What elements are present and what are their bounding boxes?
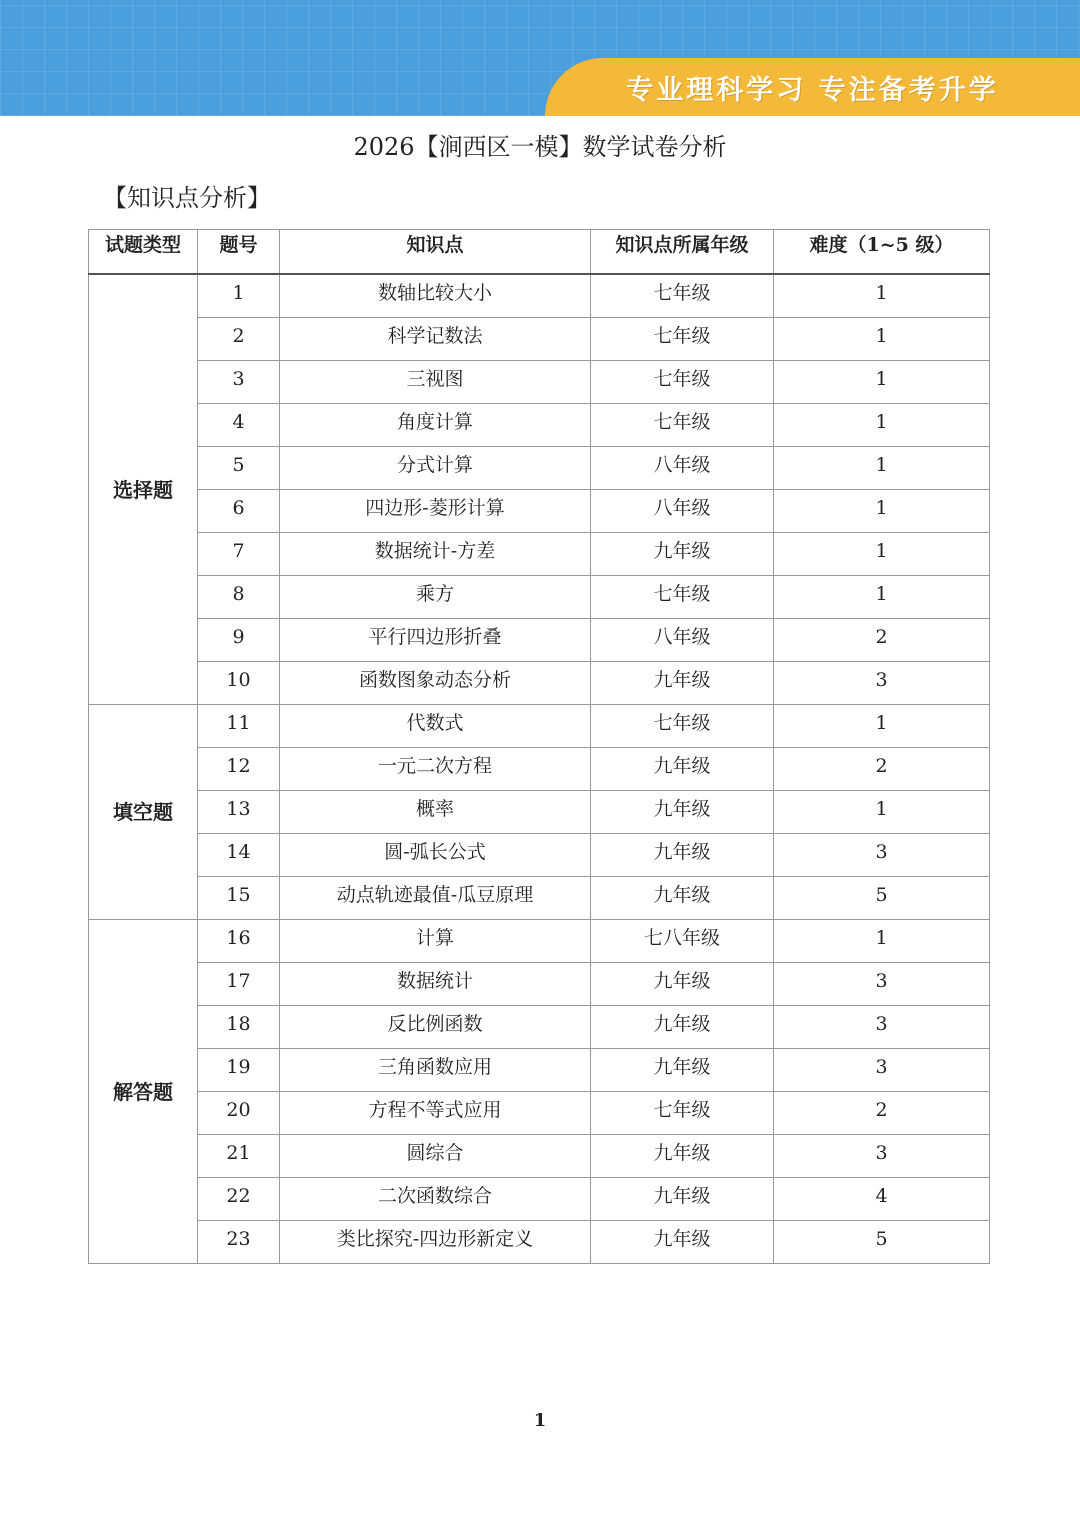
table-row (89, 963, 990, 1006)
table-row (89, 748, 990, 791)
question-number-cell: 8 (198, 576, 280, 619)
difficulty-cell: 3 (774, 1006, 990, 1049)
knowledge-point-cell: 函数图象动态分析 (280, 662, 591, 705)
question-number-cell: 2 (198, 318, 280, 361)
table-row (89, 1006, 990, 1049)
difficulty-cell: 5 (774, 1221, 990, 1264)
table-row (89, 662, 990, 705)
knowledge-point-cell: 概率 (280, 791, 591, 834)
grade-cell: 九年级 (591, 1135, 774, 1178)
difficulty-cell: 2 (774, 619, 990, 662)
knowledge-point-cell: 圆-弧长公式 (280, 834, 591, 877)
question-number-cell: 17 (198, 963, 280, 1006)
grade-cell: 七年级 (591, 404, 774, 447)
grade-cell: 七年级 (591, 274, 774, 318)
document-title: 2026【涧西区一模】数学试卷分析 (353, 133, 727, 161)
question-number-cell: 6 (198, 490, 280, 533)
grade-cell: 七年级 (591, 361, 774, 404)
grade-cell: 九年级 (591, 1221, 774, 1264)
difficulty-cell: 1 (774, 576, 990, 619)
header-cell-topic: 知识点 (280, 230, 591, 275)
grade-cell: 九年级 (591, 662, 774, 705)
question-number-cell: 15 (198, 877, 280, 920)
difficulty-cell: 2 (774, 1092, 990, 1135)
question-number-cell: 3 (198, 361, 280, 404)
grade-cell: 七年级 (591, 1092, 774, 1135)
table-row (89, 533, 990, 576)
table-row (89, 318, 990, 361)
grade-cell: 九年级 (591, 877, 774, 920)
knowledge-point-cell: 数据统计-方差 (280, 533, 591, 576)
difficulty-cell: 1 (774, 791, 990, 834)
question-number-cell: 22 (198, 1178, 280, 1221)
question-number-cell: 10 (198, 662, 280, 705)
question-number-cell: 14 (198, 834, 280, 877)
grade-cell: 九年级 (591, 748, 774, 791)
question-number-cell: 23 (198, 1221, 280, 1264)
difficulty-cell: 3 (774, 963, 990, 1006)
knowledge-point-cell: 角度计算 (280, 404, 591, 447)
difficulty-cell: 2 (774, 748, 990, 791)
question-number-cell: 5 (198, 447, 280, 490)
difficulty-cell: 3 (774, 1135, 990, 1178)
table-row (89, 447, 990, 490)
grade-cell: 九年级 (591, 1006, 774, 1049)
difficulty-cell: 3 (774, 662, 990, 705)
question-number-cell: 18 (198, 1006, 280, 1049)
table-row (89, 619, 990, 662)
grade-cell: 九年级 (591, 791, 774, 834)
table-row (89, 1049, 990, 1092)
question-number-cell: 16 (198, 920, 280, 963)
grade-cell: 八年级 (591, 619, 774, 662)
table-row (89, 920, 990, 963)
grade-cell: 九年级 (591, 1178, 774, 1221)
difficulty-cell: 1 (774, 404, 990, 447)
difficulty-cell: 1 (774, 705, 990, 748)
knowledge-point-cell: 数轴比较大小 (280, 274, 591, 318)
knowledge-point-cell: 类比探究-四边形新定义 (280, 1221, 591, 1264)
header-cell-grade: 知识点所属年级 (591, 230, 774, 275)
question-number-cell: 21 (198, 1135, 280, 1178)
grade-cell: 八年级 (591, 490, 774, 533)
knowledge-table (88, 229, 990, 1264)
knowledge-point-cell: 反比例函数 (280, 1006, 591, 1049)
header-cell-difficulty: 难度（1~5 级） (774, 230, 990, 275)
question-type-cell: 解答题 (89, 920, 198, 1264)
page-number: 1 (533, 1410, 547, 1431)
table-row (89, 404, 990, 447)
header-cell-type: 试题类型 (89, 230, 198, 275)
table-row (89, 1178, 990, 1221)
slogan-text: 专业理科学习 专注备考升学 (626, 74, 999, 106)
grade-cell: 九年级 (591, 834, 774, 877)
grade-cell: 九年级 (591, 1049, 774, 1092)
difficulty-cell: 4 (774, 1178, 990, 1221)
table-row (89, 1221, 990, 1264)
header-banner (0, 0, 1080, 116)
knowledge-point-cell: 数据统计 (280, 963, 591, 1006)
difficulty-cell: 1 (774, 920, 990, 963)
question-number-cell: 11 (198, 705, 280, 748)
difficulty-cell: 1 (774, 447, 990, 490)
difficulty-cell: 3 (774, 1049, 990, 1092)
question-number-cell: 19 (198, 1049, 280, 1092)
table-row (89, 705, 990, 748)
header-cell-number: 题号 (198, 230, 280, 275)
difficulty-cell: 1 (774, 318, 990, 361)
knowledge-point-cell: 动点轨迹最值-瓜豆原理 (280, 877, 591, 920)
table-row (89, 576, 990, 619)
question-number-cell: 13 (198, 791, 280, 834)
knowledge-point-cell: 乘方 (280, 576, 591, 619)
knowledge-point-cell: 二次函数综合 (280, 1178, 591, 1221)
knowledge-point-cell: 计算 (280, 920, 591, 963)
question-type-cell: 选择题 (89, 274, 198, 705)
table-row (89, 1135, 990, 1178)
slogan-tag (545, 58, 1080, 116)
knowledge-point-cell: 分式计算 (280, 447, 591, 490)
table-header-row (89, 230, 990, 275)
grade-cell: 七年级 (591, 318, 774, 361)
grade-cell: 七年级 (591, 576, 774, 619)
question-number-cell: 1 (198, 274, 280, 318)
table-body (89, 274, 990, 1264)
grade-cell: 九年级 (591, 533, 774, 576)
knowledge-point-cell: 三角函数应用 (280, 1049, 591, 1092)
difficulty-cell: 1 (774, 490, 990, 533)
knowledge-point-cell: 平行四边形折叠 (280, 619, 591, 662)
grade-cell: 七八年级 (591, 920, 774, 963)
grade-cell: 八年级 (591, 447, 774, 490)
table-row (89, 1092, 990, 1135)
table-row (89, 274, 990, 318)
knowledge-point-cell: 科学记数法 (280, 318, 591, 361)
difficulty-cell: 1 (774, 361, 990, 404)
question-number-cell: 4 (198, 404, 280, 447)
knowledge-point-cell: 四边形-菱形计算 (280, 490, 591, 533)
grade-cell: 七年级 (591, 705, 774, 748)
question-number-cell: 20 (198, 1092, 280, 1135)
difficulty-cell: 1 (774, 533, 990, 576)
difficulty-cell: 3 (774, 834, 990, 877)
knowledge-point-cell: 一元二次方程 (280, 748, 591, 791)
table-row (89, 490, 990, 533)
question-number-cell: 12 (198, 748, 280, 791)
difficulty-cell: 5 (774, 877, 990, 920)
question-type-cell: 填空题 (89, 705, 198, 920)
table-row (89, 791, 990, 834)
grade-cell: 九年级 (591, 963, 774, 1006)
table-row (89, 361, 990, 404)
table-row (89, 877, 990, 920)
knowledge-point-cell: 圆综合 (280, 1135, 591, 1178)
knowledge-point-cell: 方程不等式应用 (280, 1092, 591, 1135)
knowledge-point-cell: 三视图 (280, 361, 591, 404)
knowledge-point-cell: 代数式 (280, 705, 591, 748)
difficulty-cell: 1 (774, 274, 990, 318)
question-number-cell: 7 (198, 533, 280, 576)
table-row (89, 834, 990, 877)
question-number-cell: 9 (198, 619, 280, 662)
section-heading: 【知识点分析】 (103, 184, 271, 212)
